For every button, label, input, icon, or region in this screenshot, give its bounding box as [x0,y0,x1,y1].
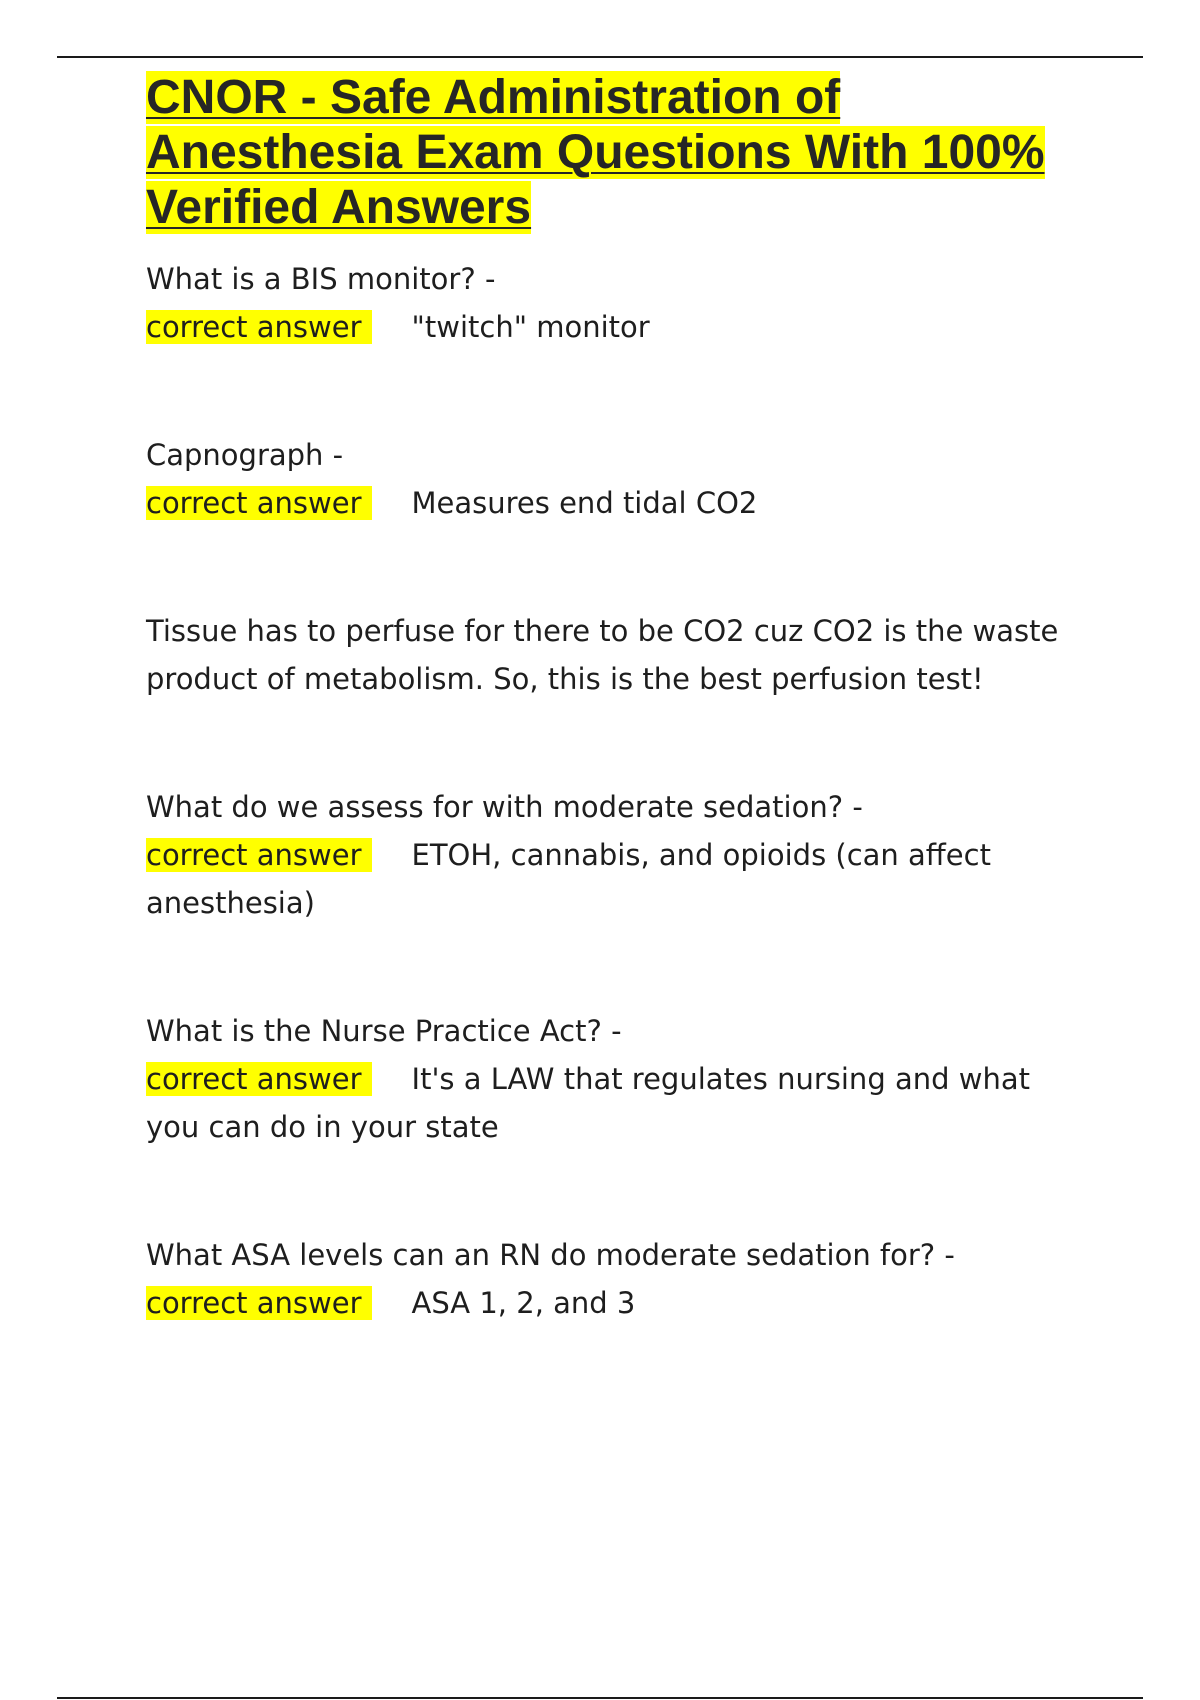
question-text: What is a BIS monitor? - [146,262,496,296]
answer-line [146,831,1086,927]
correct-answer-marker: correct answer [146,1062,372,1096]
qa-entry [146,783,1086,927]
answer-text: ETOH, cannabis, and opioids (can affect anesthesia) [146,838,991,920]
qa-entry [146,255,1086,351]
answer-text: "twitch" monitor [411,310,650,344]
qa-entry [146,431,1086,527]
top-rule [57,56,1143,58]
correct-answer-marker: correct answer [146,310,372,344]
document-title: CNOR - Safe Administration of Anesthesia Exam Questions With 100% Verified Answers [146,71,1045,234]
note-paragraph [146,607,1086,703]
answer-line [146,479,1086,527]
question-text: What do we assess for with moderate sedation? - [146,790,863,824]
question-text: What is the Nurse Practice Act? - [146,1014,622,1048]
qa-entry [146,1007,1086,1151]
correct-answer-marker: correct answer [146,486,372,520]
answer-text: It's a LAW that regulates nursing and what you can do in your state [146,1062,1030,1144]
answer-line [146,1279,1086,1327]
document-body [146,70,1086,1407]
bottom-rule [57,1697,1143,1699]
question-text: Capnograph - [146,438,344,472]
answer-text: ASA 1, 2, and 3 [411,1286,636,1320]
qa-entry [146,1231,1086,1327]
question-text: What ASA levels can an RN do moderate sedation for? - [146,1238,955,1272]
correct-answer-marker: correct answer [146,838,372,872]
qa-list [146,255,1086,1327]
answer-text: Measures end tidal CO2 [411,486,758,520]
note-text: Tissue has to perfuse for there to be CO2 cuz CO2 is the waste product of metabolism. So, this is the best perfusion test! [146,614,1059,696]
correct-answer-marker: correct answer [146,1286,372,1320]
answer-line [146,1055,1086,1151]
answer-line [146,303,1086,351]
